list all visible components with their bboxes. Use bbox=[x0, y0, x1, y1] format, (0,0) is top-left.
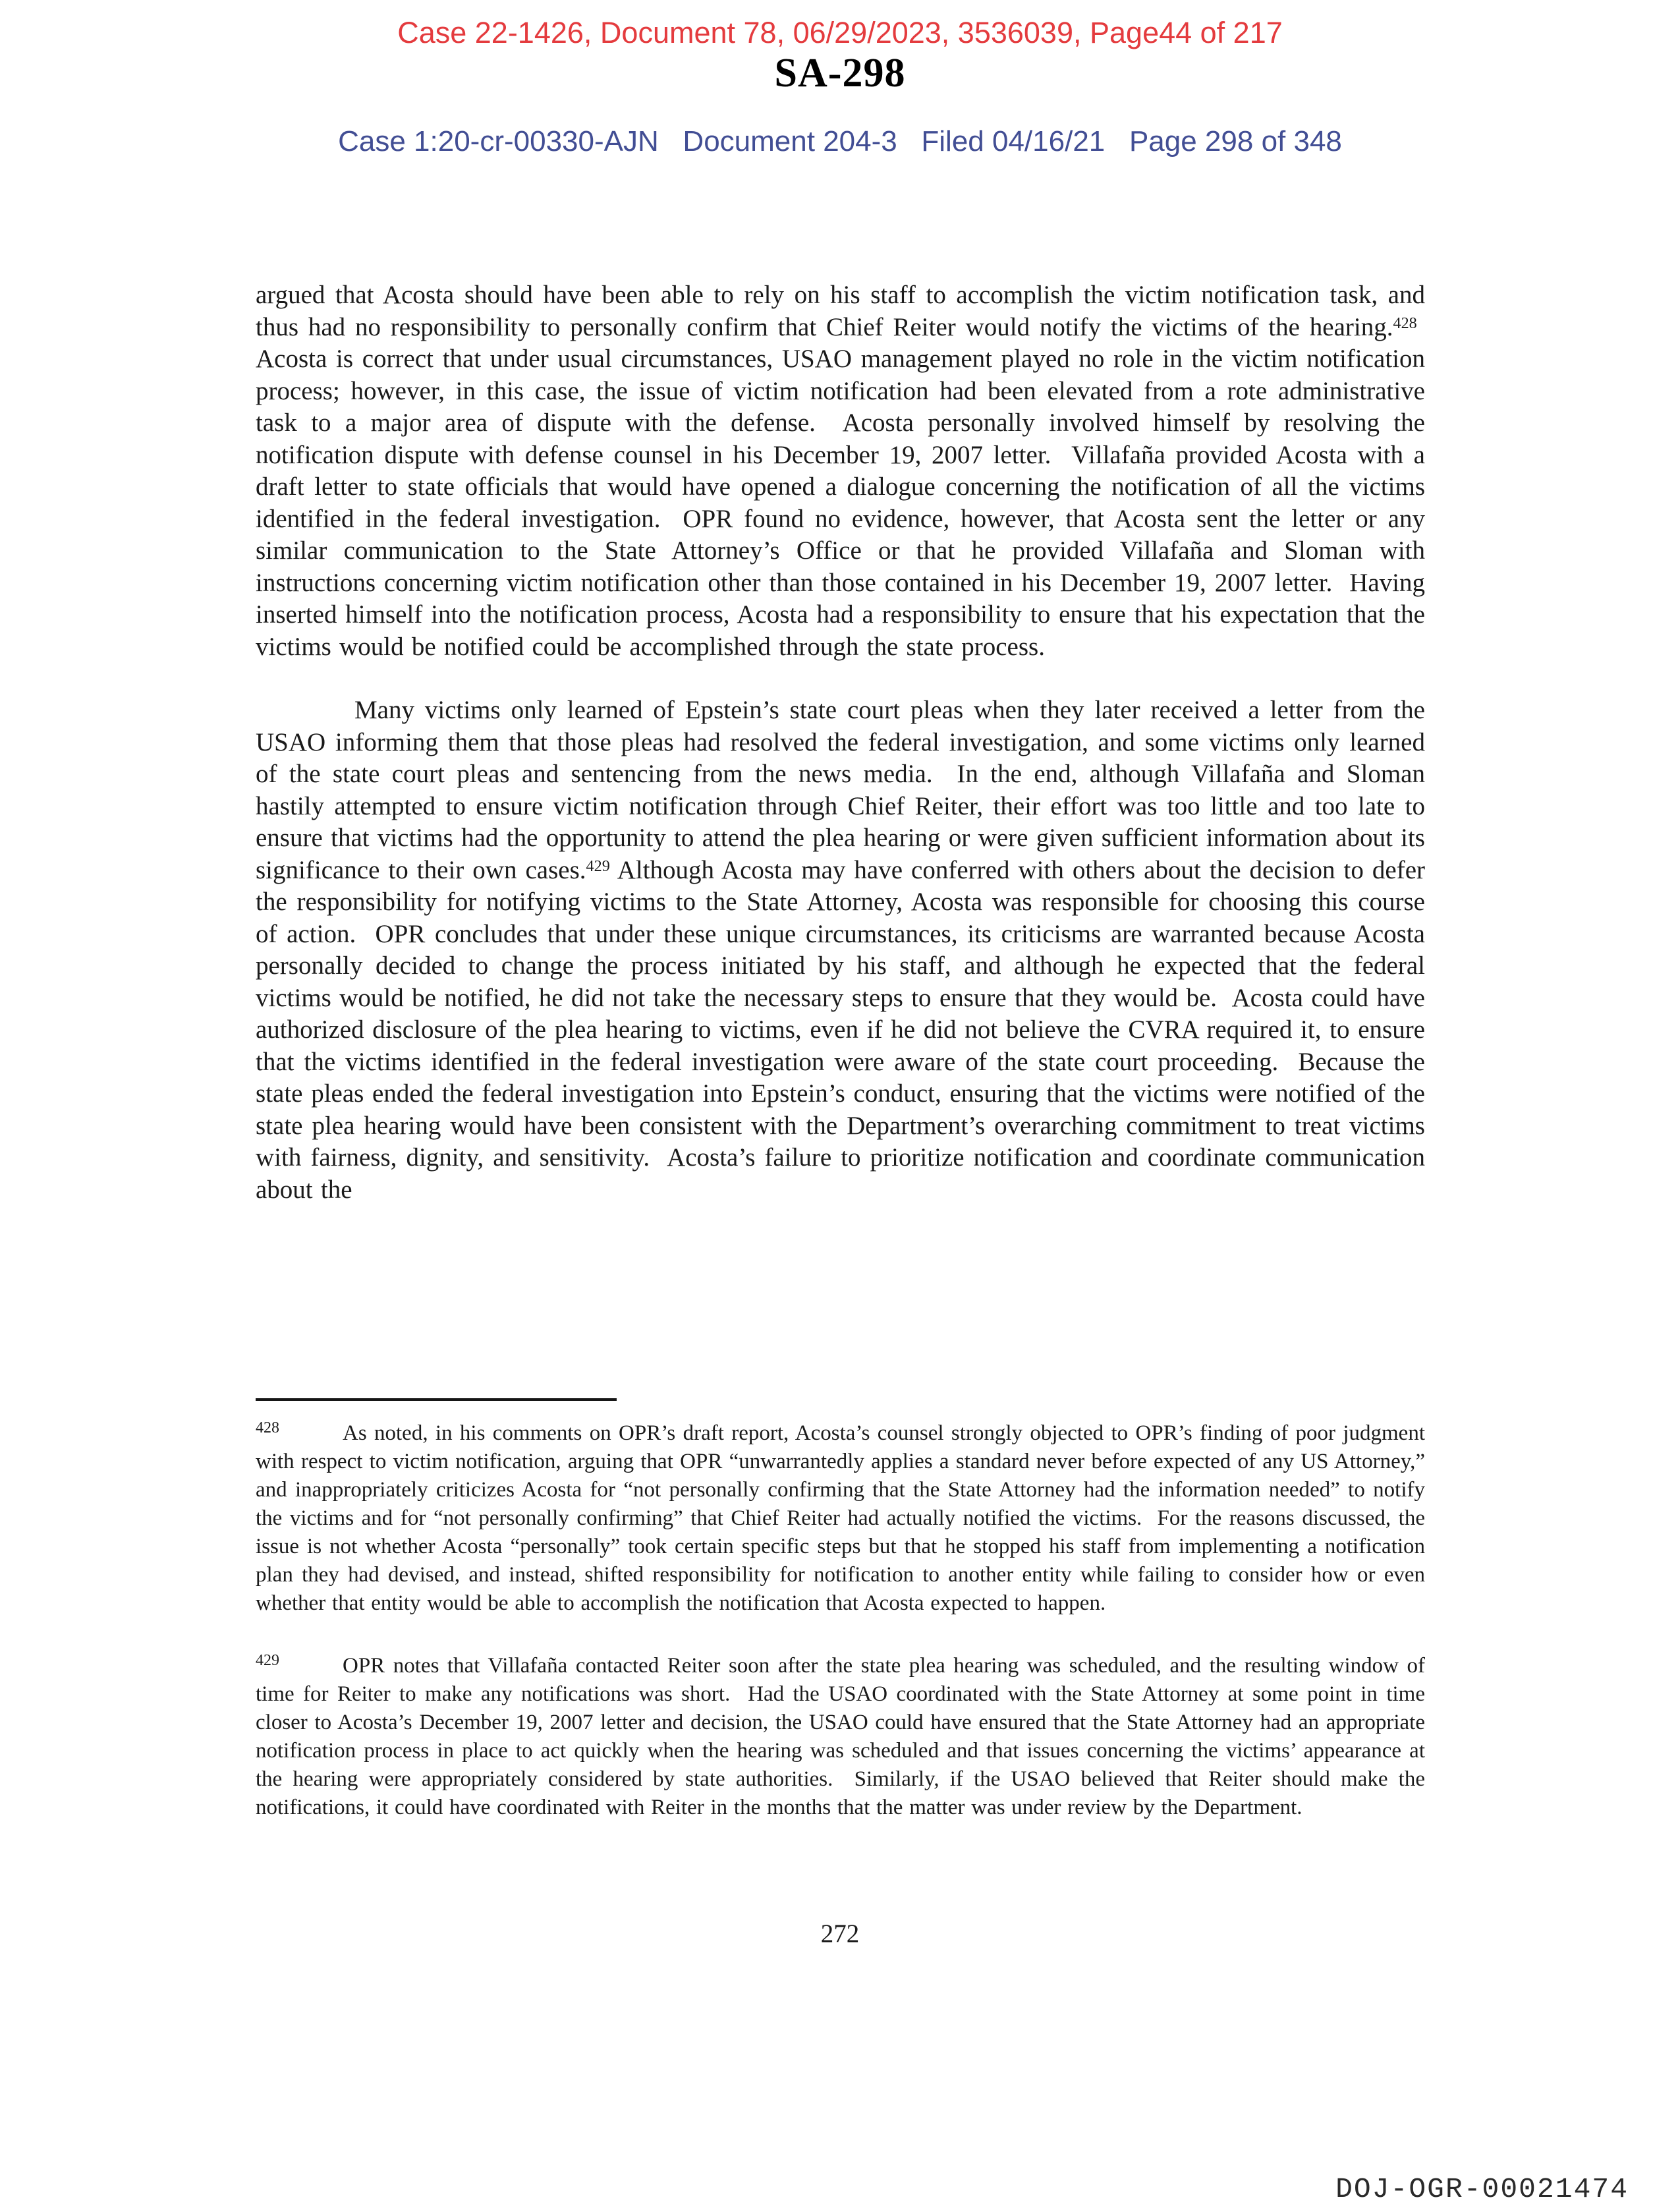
paragraph-2-text-after-note: Although Acosta may have conferred with others about the decision to defer the responsibility for notifying victims to the State Attorney, Acosta was responsible for choosing this course of action. OPR concludes that under these unique circumstances, its criticisms are warranted because Acosta personally decided to change the process initiated by his staff, and although he expected that the federal victims would be notified, he did not take the necessary steps to ensure that they would be. Acosta could have authorized disclosure of the plea hearing to victims, even if he did not believe the CVRA required it, to ensure that the victims identified in the federal investigation were aware of the state court proceeding. Because the state pleas ended the federal investigation into Epstein’s conduct, ensuring that the victims were notified of the state plea hearing would have been consistent with the Department’s overarching commitment to treat victims with fairness, dignity, and sensitivity. Acosta’s failure to prioritize notification and coordinate communication about the bbox=[256, 855, 1425, 1204]
paragraph-1-text-before-note: argued that Acosta should have been able to rely on his staff to accomplish the victim notification task, and thus had no responsibility to personally confirm that Chief Reiter would notify the victims of the hearing. bbox=[256, 281, 1425, 341]
footnote-reference-429: 429 bbox=[586, 857, 610, 875]
footnote-429-marker: 429 bbox=[256, 1652, 279, 1670]
footnote-429-text: OPR notes that Villafaña contacted Reiter soon after the state plea hearing was scheduled, and the resulting window of time for Reiter to make any notifications was short. Had the USAO coordinated with the State Attorney at some point in time closer to Acosta’s December 19, 2007 letter and decision, the USAO could have ensured that the State Attorney had an appropriate notification process in place to act quickly when the hearing was scheduled and that issues concerning the victims’ appearance at the hearing were appropriately considered by state authorities. Similarly, if the USAO believed that Reiter should make the notifications, it could have coordinated with Reiter in the months that the matter was under review by the Department. bbox=[256, 1654, 1425, 1819]
body-paragraph-2 bbox=[256, 695, 1425, 1206]
page-number: 272 bbox=[820, 1919, 860, 1948]
appendix-page-label: SA-298 bbox=[774, 51, 906, 96]
footnote-429 bbox=[256, 1652, 1425, 1822]
footnote-reference-428: 428 bbox=[1393, 314, 1417, 332]
paragraph-2-text-before-note: Many victims only learned of Epstein’s state court pleas when they later received a letter from the USAO informing them that those pleas had resolved the federal investigation, and some victims only learned of the state court pleas and sentencing from the news media. In the end, although Villafaña and Sloman hastily attempted to ensure victim notification through Chief Reiter, their effort was too little and too late to ensure that victims had the opportunity to attend the plea hearing or were given sufficient information about its significance to their own cases. bbox=[256, 696, 1425, 884]
body-paragraph-1 bbox=[256, 279, 1425, 663]
document-body bbox=[256, 279, 1425, 1206]
footnotes-section bbox=[256, 1419, 1425, 1822]
footnote-separator-rule bbox=[256, 1398, 617, 1401]
paragraph-1-text-after-note: Acosta is correct that under usual circumstances, USAO management played no role in the victim notification process; however, in this case, the issue of victim notification had been elevated from a rote administrative task to a major area of dispute with the defense. Acosta personally involved himself by resolving the notification dispute with defense counsel in his December 19, 2007 letter. Villafaña provided Acosta with a draft letter to state officials that would have opened a dialogue concerning the notification of all the victims identified in the federal investigation. OPR found no evidence, however, that Acosta sent the letter or any similar communication to the State Attorney’s Office or that he provided Villafaña and Sloman with instructions concerning victim notification other than those contained in his December 19, 2007 letter. Having inserted himself into the notification process, Acosta had a responsibility to ensure that his expectation that the victims would be notified could be accomplished through the state process. bbox=[256, 312, 1425, 661]
appellate-case-stamp: Case 22-1426, Document 78, 06/29/2023, 3536039, Page44 of 217 bbox=[397, 16, 1283, 49]
bates-number: DOJ-OGR-00021474 bbox=[1335, 2173, 1629, 2205]
district-case-stamp: Case 1:20-cr-00330-AJN Document 204-3 Filed 04/16/21 Page 298 of 348 bbox=[338, 125, 1342, 157]
footnote-428-text: As noted, in his comments on OPR’s draft report, Acosta’s counsel strongly objected to OPR’s finding of poor judgment with respect to victim notification, arguing that OPR “unwarrantedly applies a standard never before expected of any US Attorney,” and inappropriately criticizes Acosta for “not personally confirming that the State Attorney had the information needed” to notify the victims and for “not personally confirming” that Chief Reiter had actually notified the victims. For the reasons discussed, the issue is not whether Acosta “personally” took certain specific steps but that he stopped his staff from implementing a notification plan they had devised, and instead, shifted responsibility for notification to another entity while failing to consider how or even whether that entity would be able to accomplish the notification that Acosta expected to happen. bbox=[256, 1421, 1425, 1615]
footnote-428-marker: 428 bbox=[256, 1419, 279, 1437]
footnote-428 bbox=[256, 1419, 1425, 1618]
